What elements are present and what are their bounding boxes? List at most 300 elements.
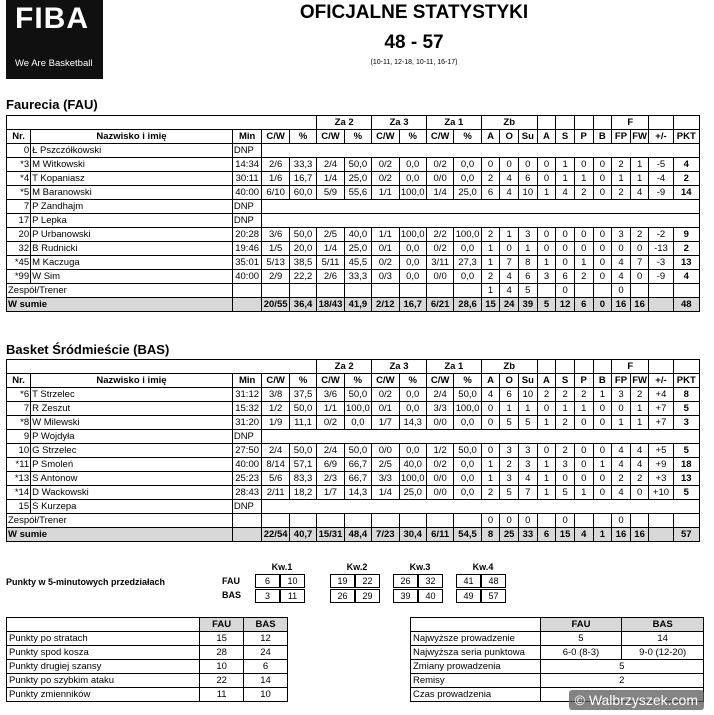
column-header: C/W	[317, 130, 344, 144]
stat-cell: *4	[7, 172, 31, 186]
stat-cell: 57	[673, 528, 699, 542]
team-coach-row	[7, 284, 700, 298]
summary-header: BAS	[244, 618, 288, 632]
player-row	[7, 256, 700, 270]
player-row	[7, 430, 700, 444]
stat-cell: 1	[630, 172, 649, 186]
stat-cell: 0	[574, 472, 593, 486]
player-name: W Sim	[31, 270, 233, 284]
stat-cell: 0/2	[372, 172, 399, 186]
stat-cell: 6/11	[426, 528, 453, 542]
stat-cell: 0/0	[426, 416, 453, 430]
stat-cell	[399, 514, 426, 528]
stat-cell: 1	[593, 528, 612, 542]
final-score: 48 - 57	[384, 32, 444, 53]
period-score: 11	[280, 589, 305, 603]
stat-cell: 66,7	[344, 458, 371, 472]
stat-cell: *3	[7, 158, 31, 172]
stat-cell: 4	[630, 444, 649, 458]
player-name: P Zandhajm	[31, 200, 233, 214]
period-team-bas: BAS	[222, 590, 242, 600]
stat-cell: 14,3	[399, 416, 426, 430]
stat-cell: 4	[481, 388, 500, 402]
stat-cell: 7	[519, 486, 538, 500]
column-header: P	[574, 130, 593, 144]
stat-cell: 14,3	[344, 486, 371, 500]
player-name: P Lepka	[31, 214, 233, 228]
player-row	[7, 172, 700, 186]
stat-cell	[649, 298, 673, 312]
stat-cell: 1	[556, 172, 575, 186]
stat-cell: 15	[556, 528, 575, 542]
stat-cell: 1/9	[262, 416, 289, 430]
stat-cell: 39	[519, 298, 538, 312]
stat-cell: 22,2	[289, 270, 316, 284]
stat-cell: 18,2	[289, 486, 316, 500]
stat-cell: 8	[673, 388, 699, 402]
stat-cell: 33	[519, 528, 538, 542]
stat-cell: 16,7	[399, 298, 426, 312]
summary-label: Punkty po szybkim ataku	[7, 674, 200, 688]
stat-cell: 9	[7, 430, 31, 444]
stat-cell: 2	[481, 228, 500, 242]
stat-cell: 1/4	[317, 242, 344, 256]
stat-cell: 0/2	[372, 158, 399, 172]
stat-cell: 24	[500, 298, 519, 312]
stat-cell	[232, 528, 262, 542]
stat-cell: 2	[612, 472, 631, 486]
stat-cell: 2/4	[317, 158, 344, 172]
stat-cell: 0	[593, 172, 612, 186]
stat-cell: 5/9	[317, 186, 344, 200]
period-score: 32	[418, 574, 443, 588]
stat-cell: 0	[612, 402, 631, 416]
stat-cell: 3	[500, 472, 519, 486]
stat-cell: 48	[673, 298, 699, 312]
summary-value: 10	[244, 688, 288, 702]
logo-text: FIBA	[15, 2, 89, 35]
stat-cell: 35:01	[232, 256, 262, 270]
group-header	[673, 116, 699, 130]
stat-cell: 50,0	[289, 444, 316, 458]
stat-cell: 0	[519, 514, 538, 528]
stat-cell: 0,0	[399, 402, 426, 416]
team-coach-label: Zespół/Trener	[7, 514, 233, 528]
stat-cell: 0	[500, 158, 519, 172]
stat-cell: 14	[673, 186, 699, 200]
stat-cell: +9	[649, 458, 673, 472]
stat-cell: 1	[630, 158, 649, 172]
stat-cell: 0/2	[426, 242, 453, 256]
stat-cell: 0/0	[426, 486, 453, 500]
stat-cell: 0/2	[317, 416, 344, 430]
period-team-fau: FAU	[222, 576, 240, 586]
player-row	[7, 500, 700, 514]
stat-cell: 0,0	[399, 270, 426, 284]
stat-cell: 0	[537, 444, 556, 458]
stat-cell: 25	[500, 528, 519, 542]
stat-cell: 33,3	[289, 158, 316, 172]
stat-cell: 1	[630, 416, 649, 430]
stat-cell: 4	[500, 172, 519, 186]
column-header: +/-	[649, 130, 673, 144]
stat-cell	[232, 514, 262, 528]
group-header	[556, 360, 575, 374]
player-name: B Rudnicki	[31, 242, 233, 256]
stat-cell: 3	[612, 228, 631, 242]
player-row	[7, 144, 700, 158]
points-table	[6, 617, 288, 702]
column-header: FP	[612, 374, 631, 388]
stat-cell: 0	[481, 158, 500, 172]
stat-cell: 1/1	[372, 186, 399, 200]
stat-cell: 2/4	[262, 444, 289, 458]
stat-cell: 3	[673, 416, 699, 430]
stat-cell: 0	[593, 416, 612, 430]
stat-cell: 0	[612, 242, 631, 256]
stat-cell	[232, 298, 262, 312]
summary-value: 14	[244, 674, 288, 688]
stat-cell: 0	[574, 416, 593, 430]
stat-cell: 0	[593, 298, 612, 312]
stat-cell: 5	[519, 416, 538, 430]
stat-cell: 15	[7, 500, 31, 514]
stat-cell: 100,0	[455, 402, 480, 414]
stat-cell: 2/12	[372, 298, 399, 312]
stat-cell: 0	[612, 284, 631, 298]
player-name: P Urbanowski	[31, 228, 233, 242]
stat-cell: 4	[673, 158, 699, 172]
summary-row	[411, 660, 704, 674]
stat-cell: 6/9	[317, 458, 344, 472]
period-score: 40	[418, 589, 443, 603]
stat-cell: 1	[481, 458, 500, 472]
column-header: C/W	[426, 130, 453, 144]
summary-value: 15	[200, 632, 244, 646]
stat-cell: 15	[481, 298, 500, 312]
stat-cell: 48,4	[344, 528, 371, 542]
stat-cell: 16	[630, 298, 649, 312]
stat-cell: 1	[537, 458, 556, 472]
stat-cell: 38,5	[289, 256, 316, 270]
stat-cell: 6	[500, 388, 519, 402]
stat-cell: 14:34	[232, 158, 262, 172]
stat-cell: 1	[481, 256, 500, 270]
stat-cell: 83,3	[289, 472, 316, 486]
stat-cell: 20/55	[263, 298, 288, 310]
stat-cell	[537, 284, 556, 298]
summary-header	[411, 618, 541, 632]
player-name: P Wojdyła	[31, 430, 233, 444]
summary-label: Remisy	[411, 674, 541, 688]
summary-value: 12	[244, 632, 288, 646]
group-header: Za 2	[317, 360, 372, 374]
stat-cell: 7	[630, 256, 649, 270]
stat-cell: 25,0	[344, 242, 371, 256]
stat-cell: 1/1	[372, 228, 399, 242]
player-name: S Antonow	[31, 472, 233, 486]
stat-cell: *14	[7, 486, 31, 500]
stat-cell: 15:32	[232, 402, 262, 416]
summary-label: Punkty po stratach	[7, 632, 200, 646]
stat-cell: 2/4	[317, 444, 344, 458]
player-name: R Zeszut	[31, 402, 233, 416]
stat-cell: 30,4	[399, 528, 426, 542]
stat-cell: *11	[7, 458, 31, 472]
stat-cell: 0/2	[372, 388, 399, 402]
stat-cell: 22/54	[263, 528, 288, 540]
stat-cell: 5	[673, 402, 699, 416]
group-header	[673, 360, 699, 374]
stat-cell: 15/31	[318, 528, 343, 540]
player-row	[7, 186, 700, 200]
stat-cell: 7	[7, 200, 31, 214]
summary-label: Najwyższe prowadzenie	[411, 632, 541, 646]
stat-cell: 33,3	[344, 270, 371, 284]
stat-cell: 4	[612, 270, 631, 284]
stat-cell: 18/43	[318, 298, 343, 310]
stat-cell: 4	[612, 486, 631, 500]
column-header-row	[7, 374, 700, 388]
stat-cell: 8	[519, 256, 538, 270]
player-name: M Baranowski	[31, 186, 233, 200]
stat-cell: 1	[556, 402, 575, 416]
column-header-row	[7, 130, 700, 144]
stat-cell: 2	[630, 472, 649, 486]
stat-cell: -2	[649, 228, 673, 242]
player-row	[7, 242, 700, 256]
stat-cell: 0	[574, 242, 593, 256]
period-score: 26	[393, 574, 418, 588]
stat-cell: 100,0	[400, 472, 425, 484]
stat-cell: 5	[556, 486, 575, 500]
player-name: T Kopaniasz	[31, 172, 233, 186]
stat-cell: 0,0	[454, 416, 481, 430]
team-total-label: W sumie	[7, 528, 233, 542]
stat-cell: 2/5	[372, 458, 399, 472]
team-total-row	[7, 298, 700, 312]
stat-cell: DNP	[232, 144, 262, 158]
player-name: G Strzelec	[31, 444, 233, 458]
stat-cell: 2	[574, 186, 593, 200]
summary-value: 24	[244, 646, 288, 660]
stat-cell: -9	[649, 186, 673, 200]
player-name: W Milewski	[31, 416, 233, 430]
summary-value: 28	[200, 646, 244, 660]
stat-cell: 0,0	[399, 172, 426, 186]
stat-cell: 11,1	[289, 416, 316, 430]
period-score: 3	[255, 589, 280, 603]
player-name: S Kurzepa	[31, 500, 233, 514]
watermark: © Walbrzyszek.com	[569, 690, 704, 710]
stat-cell: 0,0	[454, 458, 481, 472]
stat-cell: 7	[7, 402, 31, 416]
stat-cell	[630, 284, 649, 298]
stat-cell	[372, 284, 399, 298]
stat-cell: 1/6	[262, 172, 289, 186]
stat-cell: 1/1	[317, 402, 344, 416]
summary-header-row	[411, 618, 704, 632]
stat-cell	[426, 514, 453, 528]
stat-cell: 100,0	[400, 228, 425, 240]
stat-cell: 1	[537, 486, 556, 500]
stat-cell: 3	[519, 228, 538, 242]
column-header: S	[556, 130, 575, 144]
stat-cell: 0	[612, 514, 631, 528]
stat-cell: 40,7	[289, 528, 316, 542]
stat-cell	[574, 514, 593, 528]
column-header: O	[500, 130, 519, 144]
stat-cell: 0	[593, 256, 612, 270]
summary-value: 22	[200, 674, 244, 688]
stat-cell: 1	[593, 388, 612, 402]
group-header	[649, 360, 673, 374]
stat-cell: 4	[630, 186, 649, 200]
summary-value: 14	[622, 632, 704, 646]
stat-cell: 0	[537, 402, 556, 416]
stat-cell: 5	[519, 284, 538, 298]
stat-cell: 0	[593, 228, 612, 242]
column-header: Nazwisko i imię	[31, 130, 233, 144]
group-header: Za 3	[372, 360, 427, 374]
stat-cell: 50,0	[289, 228, 316, 242]
stat-cell: 0	[481, 416, 500, 430]
group-header	[649, 116, 673, 130]
stat-cell: 17	[7, 214, 31, 228]
column-header: B	[593, 130, 612, 144]
stat-cell: 40,0	[399, 458, 426, 472]
stat-cell: 4	[556, 186, 575, 200]
stat-cell: +3	[649, 472, 673, 486]
stat-cell: 2	[481, 486, 500, 500]
column-header: A	[537, 374, 556, 388]
stat-cell: 10	[519, 388, 538, 402]
stat-cell: 0	[593, 270, 612, 284]
stat-cell: 3/11	[426, 256, 453, 270]
stat-cell: 0	[556, 242, 575, 256]
group-header-row	[7, 360, 700, 374]
column-header: %	[399, 374, 426, 388]
stat-cell: 28,6	[454, 298, 481, 312]
stat-cell: 5	[500, 486, 519, 500]
player-name: P Smoleń	[31, 458, 233, 472]
period-score: 57	[481, 589, 506, 603]
summary-value: 6	[244, 660, 288, 674]
player-name: D Wackowski	[31, 486, 233, 500]
column-header: +/-	[649, 374, 673, 388]
stat-cell: 0,0	[454, 242, 481, 256]
stat-cell: 2	[673, 242, 699, 256]
stat-cell: -5	[649, 158, 673, 172]
player-row	[7, 388, 700, 402]
column-header: C/W	[262, 130, 289, 144]
stat-cell: +10	[649, 486, 673, 500]
team-name-bas: Basket Śródmieście (BAS)	[6, 342, 170, 357]
quarter-header: Kw.1	[271, 562, 293, 572]
stat-cell: 0,0	[399, 256, 426, 270]
stat-cell	[344, 284, 371, 298]
stat-cell	[537, 514, 556, 528]
summary-row	[7, 632, 288, 646]
stat-cell: 13	[673, 472, 699, 486]
stat-cell: 2	[481, 270, 500, 284]
stat-cell: 32	[7, 242, 31, 256]
player-name: Ł Pszczółkowski	[31, 144, 233, 158]
summary-value: 5	[540, 660, 703, 674]
page-title: OFICJALNE STATYSTYKI	[299, 2, 529, 23]
stat-cell: 0	[537, 228, 556, 242]
stat-cell: 1	[574, 172, 593, 186]
stat-cell: 5	[673, 486, 699, 500]
stat-cell: 20	[7, 228, 31, 242]
summary-header: FAU	[200, 618, 244, 632]
quarter-header: Kw.4	[472, 562, 494, 572]
quarter-scores: (10-11, 12-18, 10-11, 16-17)	[370, 59, 458, 66]
summary-row	[7, 688, 288, 702]
stat-cell: DNP	[232, 500, 262, 514]
stat-cell: 1	[593, 458, 612, 472]
summary-label: Punkty zmienników	[7, 688, 200, 702]
player-name: M Witkowski	[31, 158, 233, 172]
stat-cell: 2/6	[317, 270, 344, 284]
stat-cell: 0	[537, 172, 556, 186]
period-score: 22	[355, 574, 380, 588]
logo-subtitle: We Are Basketball	[15, 58, 93, 69]
stat-cell: 0	[500, 514, 519, 528]
period-score: 41	[456, 574, 481, 588]
column-header: B	[593, 374, 612, 388]
column-header: PKT	[673, 374, 699, 388]
stat-cell: 5/13	[262, 256, 289, 270]
stat-cell: 40:00	[232, 270, 262, 284]
stat-cell: 0/2	[426, 458, 453, 472]
stat-cell: 1/5	[262, 242, 289, 256]
stat-cell: *8	[7, 416, 31, 430]
group-header: Za 1	[426, 116, 481, 130]
column-header: Min	[232, 130, 262, 144]
stat-cell	[454, 284, 481, 298]
stat-cell: 41,9	[344, 298, 371, 312]
stat-cell: 37,5	[289, 388, 316, 402]
stat-cell: *6	[7, 388, 31, 402]
summary-row	[7, 660, 288, 674]
group-header	[593, 116, 612, 130]
stat-cell: -3	[649, 256, 673, 270]
stat-cell: 0	[593, 242, 612, 256]
group-header: Zb	[481, 360, 537, 374]
column-header: Nr.	[7, 374, 31, 388]
stat-cell: 0	[593, 472, 612, 486]
stat-cell: DNP	[232, 200, 262, 214]
stat-cell: +4	[649, 388, 673, 402]
group-header: Za 3	[372, 116, 427, 130]
stat-cell: *5	[7, 186, 31, 200]
stat-cell: 1/4	[317, 172, 344, 186]
group-header: Zb	[481, 116, 537, 130]
stat-cell: 2/11	[262, 486, 289, 500]
stat-cell: 5	[537, 298, 556, 312]
summary-header: FAU	[540, 618, 622, 632]
summary-header: BAS	[622, 618, 704, 632]
stat-cell: 6	[574, 298, 593, 312]
stat-cell: 18	[673, 458, 699, 472]
stat-cell	[232, 284, 262, 298]
summary-value: 11	[200, 688, 244, 702]
stat-cell: -4	[649, 172, 673, 186]
stat-cell: 0,0	[454, 486, 481, 500]
stats-table-fau	[6, 115, 700, 312]
stat-cell: 2	[500, 458, 519, 472]
